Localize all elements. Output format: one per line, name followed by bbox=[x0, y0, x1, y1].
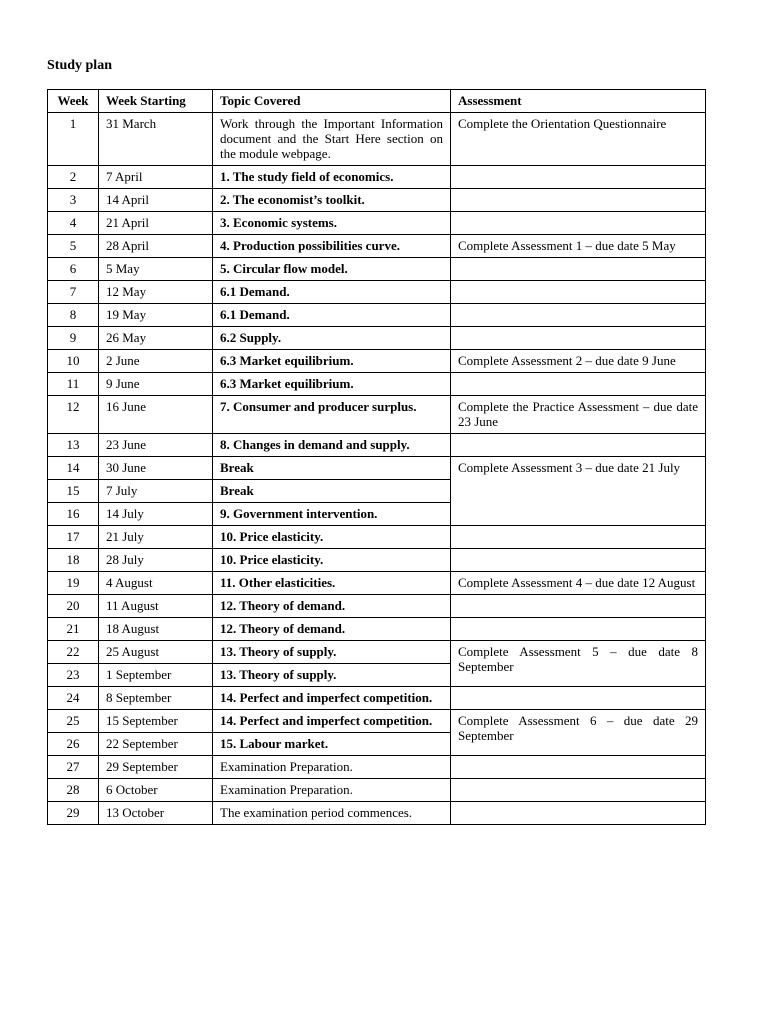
week-starting-cell: 1 September bbox=[99, 664, 213, 687]
header-assessment: Assessment bbox=[451, 90, 706, 113]
assessment-cell bbox=[451, 618, 706, 641]
topic-cell: 6.3 Market equilibrium. bbox=[213, 373, 451, 396]
header-week: Week bbox=[48, 90, 99, 113]
topic-cell: Break bbox=[213, 457, 451, 480]
week-number-cell: 11 bbox=[48, 373, 99, 396]
assessment-cell bbox=[451, 549, 706, 572]
topic-cell: Examination Preparation. bbox=[213, 779, 451, 802]
week-number-cell: 26 bbox=[48, 733, 99, 756]
table-row bbox=[48, 396, 706, 434]
table-row bbox=[48, 779, 706, 802]
topic-cell: 6.1 Demand. bbox=[213, 281, 451, 304]
table-row bbox=[48, 166, 706, 189]
week-starting-cell: 21 April bbox=[99, 212, 213, 235]
assessment-cell bbox=[451, 779, 706, 802]
table-header-row bbox=[48, 90, 706, 113]
table-row bbox=[48, 212, 706, 235]
topic-cell: 13. Theory of supply. bbox=[213, 641, 451, 664]
week-number-cell: 10 bbox=[48, 350, 99, 373]
page-title: Study plan bbox=[47, 58, 112, 73]
table-row bbox=[48, 618, 706, 641]
topic-cell: 13. Theory of supply. bbox=[213, 664, 451, 687]
week-number-cell: 22 bbox=[48, 641, 99, 664]
assessment-cell bbox=[451, 434, 706, 457]
week-number-cell: 13 bbox=[48, 434, 99, 457]
table-row bbox=[48, 641, 706, 664]
week-number-cell: 19 bbox=[48, 572, 99, 595]
week-starting-cell: 28 July bbox=[99, 549, 213, 572]
table-row bbox=[48, 281, 706, 304]
week-number-cell: 23 bbox=[48, 664, 99, 687]
table-row bbox=[48, 327, 706, 350]
table-row bbox=[48, 350, 706, 373]
topic-cell: 15. Labour market. bbox=[213, 733, 451, 756]
assessment-cell: Complete Assessment 1 – due date 5 May bbox=[451, 235, 706, 258]
week-number-cell: 15 bbox=[48, 480, 99, 503]
week-number-cell: 5 bbox=[48, 235, 99, 258]
week-starting-cell: 16 June bbox=[99, 396, 213, 434]
week-starting-cell: 23 June bbox=[99, 434, 213, 457]
assessment-cell: Complete Assessment 5 – due date 8 September bbox=[451, 641, 706, 687]
table-row bbox=[48, 304, 706, 327]
week-number-cell: 8 bbox=[48, 304, 99, 327]
assessment-cell bbox=[451, 189, 706, 212]
week-number-cell: 14 bbox=[48, 457, 99, 480]
assessment-cell bbox=[451, 281, 706, 304]
table-row bbox=[48, 710, 706, 733]
assessment-cell bbox=[451, 304, 706, 327]
topic-cell: 2. The economist’s toolkit. bbox=[213, 189, 451, 212]
week-starting-cell: 6 October bbox=[99, 779, 213, 802]
table-row bbox=[48, 526, 706, 549]
week-starting-cell: 2 June bbox=[99, 350, 213, 373]
week-starting-cell: 29 September bbox=[99, 756, 213, 779]
week-number-cell: 1 bbox=[48, 113, 99, 166]
topic-cell: 5. Circular flow model. bbox=[213, 258, 451, 281]
week-starting-cell: 7 April bbox=[99, 166, 213, 189]
week-number-cell: 27 bbox=[48, 756, 99, 779]
topic-cell: 9. Government intervention. bbox=[213, 503, 451, 526]
week-starting-cell: 18 August bbox=[99, 618, 213, 641]
week-number-cell: 20 bbox=[48, 595, 99, 618]
week-number-cell: 7 bbox=[48, 281, 99, 304]
topic-cell: 3. Economic systems. bbox=[213, 212, 451, 235]
week-starting-cell: 4 August bbox=[99, 572, 213, 595]
week-number-cell: 25 bbox=[48, 710, 99, 733]
week-starting-cell: 8 September bbox=[99, 687, 213, 710]
topic-cell: 4. Production possibilities curve. bbox=[213, 235, 451, 258]
header-topic-covered: Topic Covered bbox=[213, 90, 451, 113]
week-number-cell: 6 bbox=[48, 258, 99, 281]
assessment-cell: Complete the Practice Assessment – due date 23 June bbox=[451, 396, 706, 434]
table-row bbox=[48, 373, 706, 396]
topic-cell: 1. The study field of economics. bbox=[213, 166, 451, 189]
week-starting-cell: 25 August bbox=[99, 641, 213, 664]
topic-cell: 8. Changes in demand and supply. bbox=[213, 434, 451, 457]
week-number-cell: 17 bbox=[48, 526, 99, 549]
topic-cell: 12. Theory of demand. bbox=[213, 618, 451, 641]
assessment-cell bbox=[451, 595, 706, 618]
topic-cell: 14. Perfect and imperfect competition. bbox=[213, 710, 451, 733]
assessment-cell bbox=[451, 166, 706, 189]
week-starting-cell: 22 September bbox=[99, 733, 213, 756]
table-row bbox=[48, 258, 706, 281]
week-starting-cell: 26 May bbox=[99, 327, 213, 350]
topic-cell: Break bbox=[213, 480, 451, 503]
assessment-cell bbox=[451, 687, 706, 710]
table-row bbox=[48, 687, 706, 710]
assessment-cell: Complete Assessment 3 – due date 21 July bbox=[451, 457, 706, 526]
topic-cell: 10. Price elasticity. bbox=[213, 526, 451, 549]
week-starting-cell: 12 May bbox=[99, 281, 213, 304]
week-number-cell: 18 bbox=[48, 549, 99, 572]
table-row bbox=[48, 457, 706, 480]
week-number-cell: 21 bbox=[48, 618, 99, 641]
assessment-cell bbox=[451, 258, 706, 281]
table-row bbox=[48, 572, 706, 595]
week-starting-cell: 15 September bbox=[99, 710, 213, 733]
assessment-cell bbox=[451, 327, 706, 350]
topic-cell: 11. Other elasticities. bbox=[213, 572, 451, 595]
week-number-cell: 24 bbox=[48, 687, 99, 710]
week-number-cell: 2 bbox=[48, 166, 99, 189]
week-number-cell: 16 bbox=[48, 503, 99, 526]
week-starting-cell: 31 March bbox=[99, 113, 213, 166]
assessment-cell bbox=[451, 373, 706, 396]
topic-cell: The examination period commences. bbox=[213, 802, 451, 825]
assessment-cell: Complete Assessment 6 – due date 29 September bbox=[451, 710, 706, 756]
assessment-cell: Complete Assessment 2 – due date 9 June bbox=[451, 350, 706, 373]
topic-cell: 6.1 Demand. bbox=[213, 304, 451, 327]
week-starting-cell: 13 October bbox=[99, 802, 213, 825]
table-row bbox=[48, 189, 706, 212]
topic-cell: 12. Theory of demand. bbox=[213, 595, 451, 618]
table-row bbox=[48, 235, 706, 258]
study-plan-table bbox=[47, 89, 706, 825]
table-row bbox=[48, 549, 706, 572]
week-starting-cell: 14 July bbox=[99, 503, 213, 526]
topic-cell: Work through the Important Information document and the Start Here section on the module webpage. bbox=[213, 113, 451, 166]
week-number-cell: 29 bbox=[48, 802, 99, 825]
week-number-cell: 28 bbox=[48, 779, 99, 802]
topic-cell: 14. Perfect and imperfect competition. bbox=[213, 687, 451, 710]
table-row bbox=[48, 802, 706, 825]
header-week-starting: Week Starting bbox=[99, 90, 213, 113]
table-row bbox=[48, 595, 706, 618]
assessment-cell bbox=[451, 802, 706, 825]
week-number-cell: 3 bbox=[48, 189, 99, 212]
week-starting-cell: 9 June bbox=[99, 373, 213, 396]
topic-cell: 6.3 Market equilibrium. bbox=[213, 350, 451, 373]
week-number-cell: 4 bbox=[48, 212, 99, 235]
table-row bbox=[48, 434, 706, 457]
week-starting-cell: 5 May bbox=[99, 258, 213, 281]
assessment-cell: Complete the Orientation Questionnaire bbox=[451, 113, 706, 166]
week-starting-cell: 11 August bbox=[99, 595, 213, 618]
week-starting-cell: 21 July bbox=[99, 526, 213, 549]
week-starting-cell: 14 April bbox=[99, 189, 213, 212]
topic-cell: 7. Consumer and producer surplus. bbox=[213, 396, 451, 434]
table-row bbox=[48, 756, 706, 779]
table-row bbox=[48, 113, 706, 166]
assessment-cell bbox=[451, 212, 706, 235]
assessment-cell bbox=[451, 526, 706, 549]
topic-cell: 6.2 Supply. bbox=[213, 327, 451, 350]
assessment-cell: Complete Assessment 4 – due date 12 August bbox=[451, 572, 706, 595]
week-starting-cell: 30 June bbox=[99, 457, 213, 480]
assessment-cell bbox=[451, 756, 706, 779]
week-number-cell: 9 bbox=[48, 327, 99, 350]
week-starting-cell: 19 May bbox=[99, 304, 213, 327]
week-number-cell: 12 bbox=[48, 396, 99, 434]
week-starting-cell: 7 July bbox=[99, 480, 213, 503]
week-starting-cell: 28 April bbox=[99, 235, 213, 258]
topic-cell: Examination Preparation. bbox=[213, 756, 451, 779]
topic-cell: 10. Price elasticity. bbox=[213, 549, 451, 572]
